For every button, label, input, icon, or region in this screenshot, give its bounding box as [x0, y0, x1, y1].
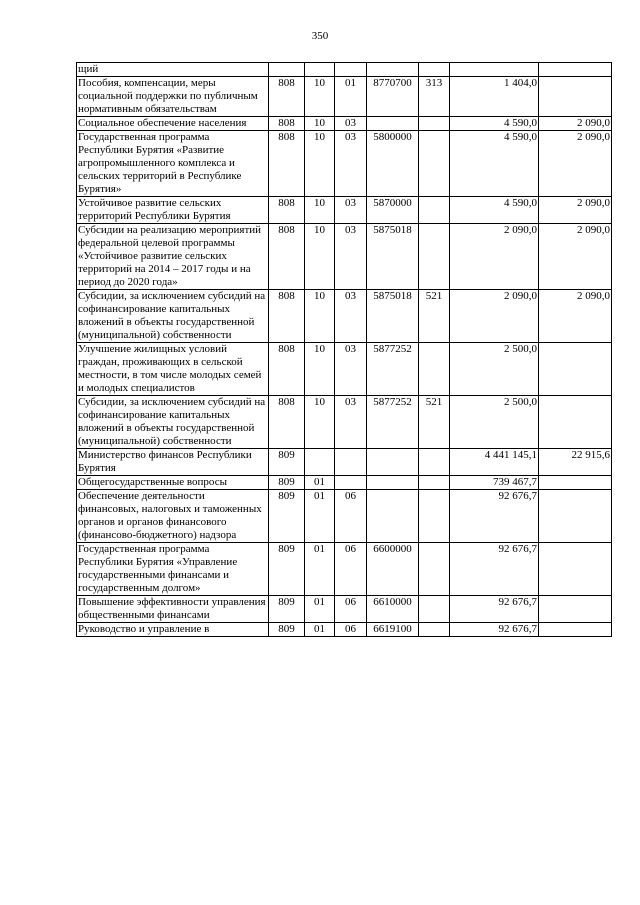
cell-sum-1: 92 676,7: [450, 596, 539, 623]
table-row: [77, 490, 612, 543]
cell-sum-2: [539, 77, 612, 117]
cell-ved: 808: [269, 131, 305, 197]
cell-csr: 5870000: [367, 197, 419, 224]
cell-ved: [269, 63, 305, 77]
table-row: [77, 343, 612, 396]
cell-pr: 06: [335, 543, 367, 596]
cell-sum-2: 2 090,0: [539, 290, 612, 343]
cell-name: Министерство финансов Республики Бурятия: [77, 449, 269, 476]
cell-sum-2: 2 090,0: [539, 224, 612, 290]
cell-vr: [419, 623, 450, 637]
cell-vr: [419, 343, 450, 396]
cell-rz: 01: [305, 623, 335, 637]
page-number: 350: [311, 30, 329, 42]
table-row: [77, 131, 612, 197]
cell-pr: 03: [335, 224, 367, 290]
cell-csr: 5875018: [367, 224, 419, 290]
cell-sum-2: [539, 596, 612, 623]
cell-vr: [419, 449, 450, 476]
cell-csr: 5877252: [367, 343, 419, 396]
budget-table-body: [77, 63, 612, 637]
cell-rz: 10: [305, 131, 335, 197]
cell-sum-1: 4 590,0: [450, 197, 539, 224]
cell-sum-1: 92 676,7: [450, 543, 539, 596]
cell-sum-2: 22 915,6: [539, 449, 612, 476]
cell-ved: 809: [269, 543, 305, 596]
cell-name: Субсидии, за исключением субсидий на софинансирование капитальных вложений в объекты государственной (муниципальной) собственности: [77, 290, 269, 343]
cell-vr: [419, 224, 450, 290]
table-row: [77, 290, 612, 343]
cell-vr: 521: [419, 396, 450, 449]
cell-sum-1: 739 467,7: [450, 476, 539, 490]
cell-sum-2: [539, 490, 612, 543]
cell-rz: 10: [305, 77, 335, 117]
cell-sum-2: 2 090,0: [539, 117, 612, 131]
cell-rz: 10: [305, 290, 335, 343]
cell-ved: 808: [269, 290, 305, 343]
cell-sum-2: 2 090,0: [539, 131, 612, 197]
cell-pr: 06: [335, 596, 367, 623]
table-row: [77, 596, 612, 623]
cell-vr: [419, 543, 450, 596]
cell-name: Общегосударственные вопросы: [77, 476, 269, 490]
cell-ved: 808: [269, 343, 305, 396]
cell-csr: [367, 490, 419, 543]
cell-ved: 808: [269, 224, 305, 290]
cell-csr: 5875018: [367, 290, 419, 343]
cell-csr: 5877252: [367, 396, 419, 449]
cell-vr: [419, 117, 450, 131]
cell-sum-2: [539, 396, 612, 449]
cell-vr: [419, 476, 450, 490]
cell-name: щий: [77, 63, 269, 77]
cell-pr: 06: [335, 623, 367, 637]
cell-name: Субсидии, за исключением субсидий на софинансирование капитальных вложений в объекты государственной (муниципальной) собственности: [77, 396, 269, 449]
cell-sum-1: 2 090,0: [450, 224, 539, 290]
cell-pr: 01: [335, 77, 367, 117]
cell-name: Пособия, компенсации, меры социальной поддержки по публичным нормативным обязательствам: [77, 77, 269, 117]
cell-sum-2: [539, 476, 612, 490]
cell-rz: 10: [305, 224, 335, 290]
table-row: [77, 623, 612, 637]
cell-sum-1: 2 500,0: [450, 396, 539, 449]
cell-sum-1: 4 441 145,1: [450, 449, 539, 476]
cell-csr: 6610000: [367, 596, 419, 623]
cell-name: Руководство и управление в: [77, 623, 269, 637]
cell-pr: 03: [335, 343, 367, 396]
cell-vr: [419, 490, 450, 543]
cell-ved: 809: [269, 623, 305, 637]
cell-sum-1: 4 590,0: [450, 131, 539, 197]
cell-ved: 809: [269, 476, 305, 490]
cell-sum-2: [539, 543, 612, 596]
cell-csr: [367, 63, 419, 77]
cell-csr: [367, 117, 419, 131]
cell-name: Социальное обеспечение населения: [77, 117, 269, 131]
cell-ved: 808: [269, 77, 305, 117]
table-row: [77, 197, 612, 224]
cell-pr: 03: [335, 290, 367, 343]
cell-name: Субсидии на реализацию мероприятий федеральной целевой программы «Устойчивое развитие сельских территорий на 2014 – 2017 годы и на период до 2020 года»: [77, 224, 269, 290]
cell-name: Устойчивое развитие сельских территорий Республики Бурятия: [77, 197, 269, 224]
cell-rz: 10: [305, 117, 335, 131]
table-row: [77, 543, 612, 596]
cell-vr: 521: [419, 290, 450, 343]
cell-rz: 10: [305, 343, 335, 396]
cell-vr: 313: [419, 77, 450, 117]
cell-ved: 808: [269, 396, 305, 449]
cell-rz: 01: [305, 490, 335, 543]
cell-name: Обеспечение деятельности финансовых, налоговых и таможенных органов и органов финансового (финансово-бюджетного) надзора: [77, 490, 269, 543]
cell-vr: [419, 131, 450, 197]
cell-vr: [419, 63, 450, 77]
cell-sum-1: 2 500,0: [450, 343, 539, 396]
cell-name: Повышение эффективности управления общественными финансами: [77, 596, 269, 623]
cell-name: Улучшение жилищных условий граждан, проживающих в сельской местности, в том числе молодых семей и молодых специалистов: [77, 343, 269, 396]
cell-pr: 03: [335, 396, 367, 449]
table-row: [77, 77, 612, 117]
cell-rz: 01: [305, 543, 335, 596]
cell-vr: [419, 197, 450, 224]
cell-ved: 808: [269, 197, 305, 224]
cell-name: Государственная программа Республики Бурятия «Управление государственными финансами и государственным долгом»: [77, 543, 269, 596]
cell-sum-2: [539, 63, 612, 77]
cell-sum-1: 92 676,7: [450, 623, 539, 637]
cell-csr: [367, 449, 419, 476]
cell-sum-1: 2 090,0: [450, 290, 539, 343]
cell-pr: [335, 476, 367, 490]
cell-csr: [367, 476, 419, 490]
cell-csr: 6619100: [367, 623, 419, 637]
cell-pr: [335, 63, 367, 77]
cell-pr: 03: [335, 117, 367, 131]
table-row: [77, 63, 612, 77]
budget-table: [76, 62, 612, 637]
cell-sum-2: [539, 623, 612, 637]
cell-sum-1: [450, 63, 539, 77]
cell-csr: 6600000: [367, 543, 419, 596]
table-row: [77, 396, 612, 449]
cell-rz: 10: [305, 396, 335, 449]
cell-rz: 10: [305, 197, 335, 224]
cell-vr: [419, 596, 450, 623]
cell-sum-2: [539, 343, 612, 396]
cell-sum-1: 4 590,0: [450, 117, 539, 131]
cell-pr: 03: [335, 197, 367, 224]
cell-csr: 5800000: [367, 131, 419, 197]
cell-sum-2: 2 090,0: [539, 197, 612, 224]
cell-sum-1: 92 676,7: [450, 490, 539, 543]
cell-rz: 01: [305, 476, 335, 490]
cell-pr: [335, 449, 367, 476]
cell-rz: 01: [305, 596, 335, 623]
cell-pr: 03: [335, 131, 367, 197]
cell-ved: 808: [269, 117, 305, 131]
cell-ved: 809: [269, 490, 305, 543]
table-row: [77, 224, 612, 290]
cell-pr: 06: [335, 490, 367, 543]
cell-rz: [305, 63, 335, 77]
table-row: [77, 117, 612, 131]
cell-sum-1: 1 404,0: [450, 77, 539, 117]
cell-csr: 8770700: [367, 77, 419, 117]
cell-ved: 809: [269, 449, 305, 476]
table-row: [77, 476, 612, 490]
table-row: [77, 449, 612, 476]
cell-name: Государственная программа Республики Бурятия «Развитие агропромышленного комплекса и сельских территорий в Республике Бурятия»: [77, 131, 269, 197]
cell-ved: 809: [269, 596, 305, 623]
cell-rz: [305, 449, 335, 476]
